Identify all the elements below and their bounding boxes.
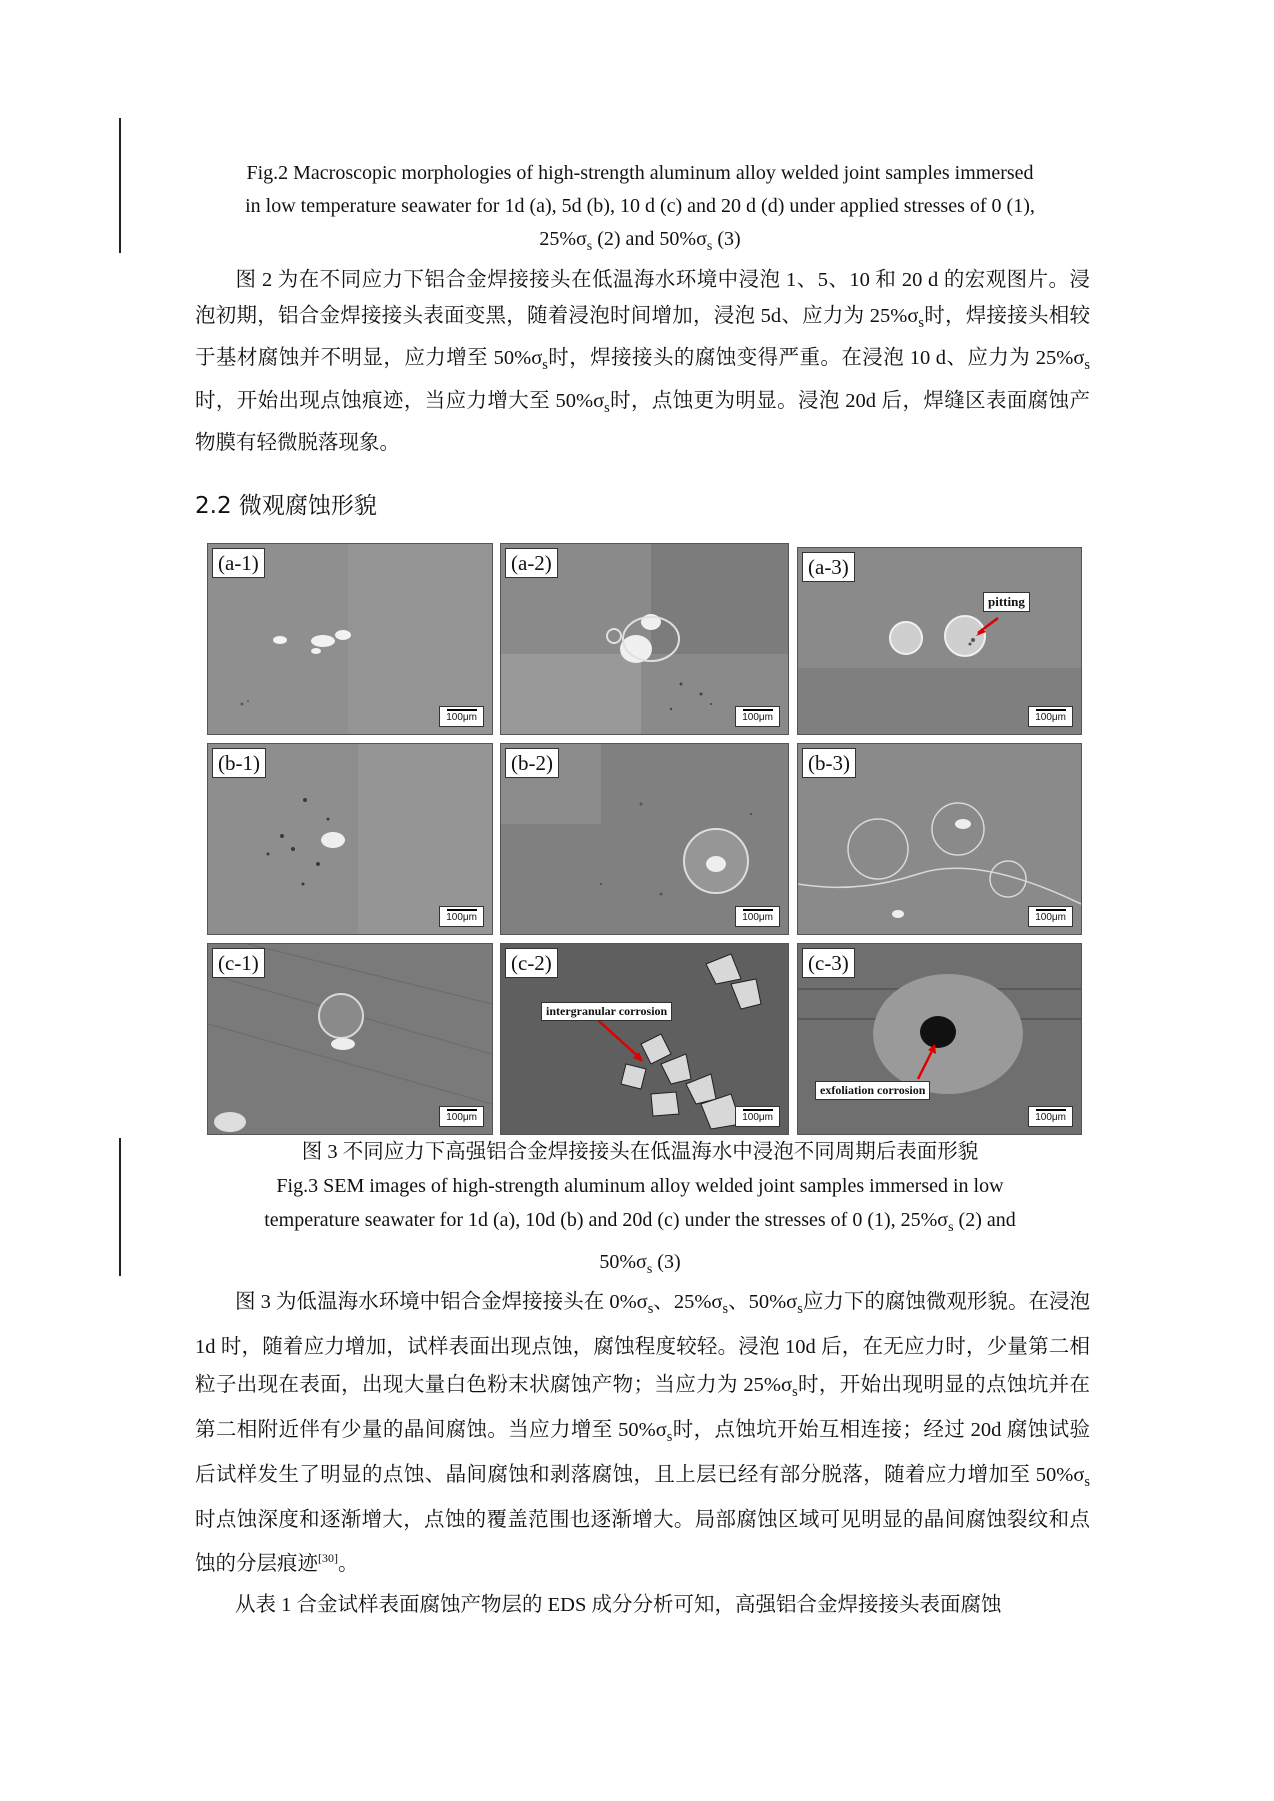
sem-panel-c1 (207, 943, 493, 1135)
fig3-caption-line2: temperature seawater for 1d (a), 10d (b) and 20d (c) under the stresses of 0 (1), $25\%\sigma_s$ (2) and (264, 1209, 1016, 1235)
sem-panel-c2 (500, 943, 789, 1135)
sem-panel-a3 (797, 547, 1082, 735)
fig2-caption-line1: Fig.2 Macroscopic morphologies of high-strength aluminum alloy welded joint samples immersed (246, 162, 1034, 184)
sem-panel-a1 (207, 543, 493, 735)
scale-bar-c1: 100μm (439, 1106, 484, 1127)
panel-label-a2: (a-2) (505, 548, 558, 578)
citation-30[interactable]: [30] (318, 1551, 338, 1566)
panel-label-b1: (b-1) (212, 748, 266, 778)
panel-label-c2: (c-2) (505, 948, 558, 978)
fig3-caption-line3: $50\%\sigma_s$ (3) (599, 1251, 681, 1277)
panel-label-b2: (b-2) (505, 748, 559, 778)
annotation-exfoliation: exfoliation corrosion (815, 1081, 930, 1100)
paragraph-fig2-description: 图 2 为在不同应力下铝合金焊接接头在低温海水环境中浸泡 1、5、10 和 20 d 的宏观图片。浸泡初期，铝合金焊接接头表面变黑，随着浸泡时间增加，浸泡 5d、应力为 $25\%\sigma_s$时，焊接接头相较于基材腐蚀并不明显，应力增至 $50\%\sigma_s$时，焊接接头的腐蚀变得严重。在浸泡 10 d、应力为 $25\%\sigma_s$时，开始出现点蚀痕迹，当应力增大至 $50\%\sigma_s$时，点蚀更为明显。浸泡 20d 后，焊缝区表面腐蚀产物膜有轻微脱落现象。 (195, 269, 1090, 455)
panel-label-c3: (c-3) (802, 948, 855, 978)
change-bar-top (119, 118, 121, 253)
panel-label-a3: (a-3) (802, 552, 855, 582)
paragraph-fig3-description: 图 3 为低温海水环境中铝合金焊接接头在 $0\%\sigma_s$、$25\%\sigma_s$、$50\%\sigma_s$应力下的腐蚀微观形貌。在浸泡 1d 时，随着应力增加，试样表面出现点蚀，腐蚀程度较轻。浸泡 10d 后，在无应力时，少量第二相粒子出现在表面，出现大量白色粉末状腐蚀产物；当应力为 $25\%\sigma_s$时，开始出现明显的点蚀坑并在第二相附近伴有少量的晶间腐蚀。当应力增至 $50\%\sigma_s$时，点蚀坑开始互相连接；经过 20d 腐蚀试验后试样发生了明显的点蚀、晶间腐蚀和剥落腐蚀，且上层已经有部分脱落，随着应力增加至 $50\%\sigma_s$时点蚀深度和逐渐增大，点蚀的覆盖范围也逐渐增大。局部腐蚀区域可见明显的晶间腐蚀裂纹和点蚀的分层痕迹[30]。 (195, 1291, 1090, 1576)
sem-panel-a2 (500, 543, 789, 735)
fig3-caption-en (180, 1169, 1100, 1287)
fig3-caption-cn: 图 3 不同应力下高强铝合金焊接接头在低温海水中浸泡不同周期后表面形貌 (301, 1141, 979, 1163)
fig2-caption-line2: in low temperature seawater for 1d (a), 5d (b), 10 d (c) and 20 d (d) under applied stresses of 0 (1), (245, 195, 1035, 217)
section-title: 2.2 微观腐蚀形貌 (195, 493, 377, 519)
panel-label-b3: (b-3) (802, 748, 856, 778)
panel-label-a1: (a-1) (212, 548, 265, 578)
panel-label-c1: (c-1) (212, 948, 265, 978)
sem-panel-c3 (797, 943, 1082, 1135)
fig2-caption-en (180, 157, 1100, 263)
scale-bar-a1: 100μm (439, 706, 484, 727)
paragraph-eds: 从表 1 合金试样表面腐蚀产物层的 EDS 成分分析可知，高强铝合金焊接接头表面腐蚀 (235, 1594, 1002, 1616)
sem-panel-b1 (207, 743, 493, 935)
fig3-caption-line1: Fig.3 SEM images of high-strength aluminum alloy welded joint samples immersed in low (276, 1175, 1004, 1197)
annotation-pitting: pitting (983, 592, 1030, 612)
change-bar-bottom (119, 1138, 121, 1276)
fig2-caption-line3: $25\%\sigma_s$ (2) and $50\%\sigma_s$ (3) (539, 228, 741, 254)
scale-bar-b3: 100μm (1028, 906, 1073, 927)
scale-bar-b2: 100μm (735, 906, 780, 927)
annotation-intergranular: intergranular corrosion (541, 1002, 672, 1021)
sem-panel-b3 (797, 743, 1082, 935)
scale-bar-a3: 100μm (1028, 706, 1073, 727)
scale-bar-c2: 100μm (735, 1106, 780, 1127)
scale-bar-b1: 100μm (439, 906, 484, 927)
scale-bar-a2: 100μm (735, 706, 780, 727)
scale-bar-c3: 100μm (1028, 1106, 1073, 1127)
sem-panel-b2 (500, 743, 789, 935)
